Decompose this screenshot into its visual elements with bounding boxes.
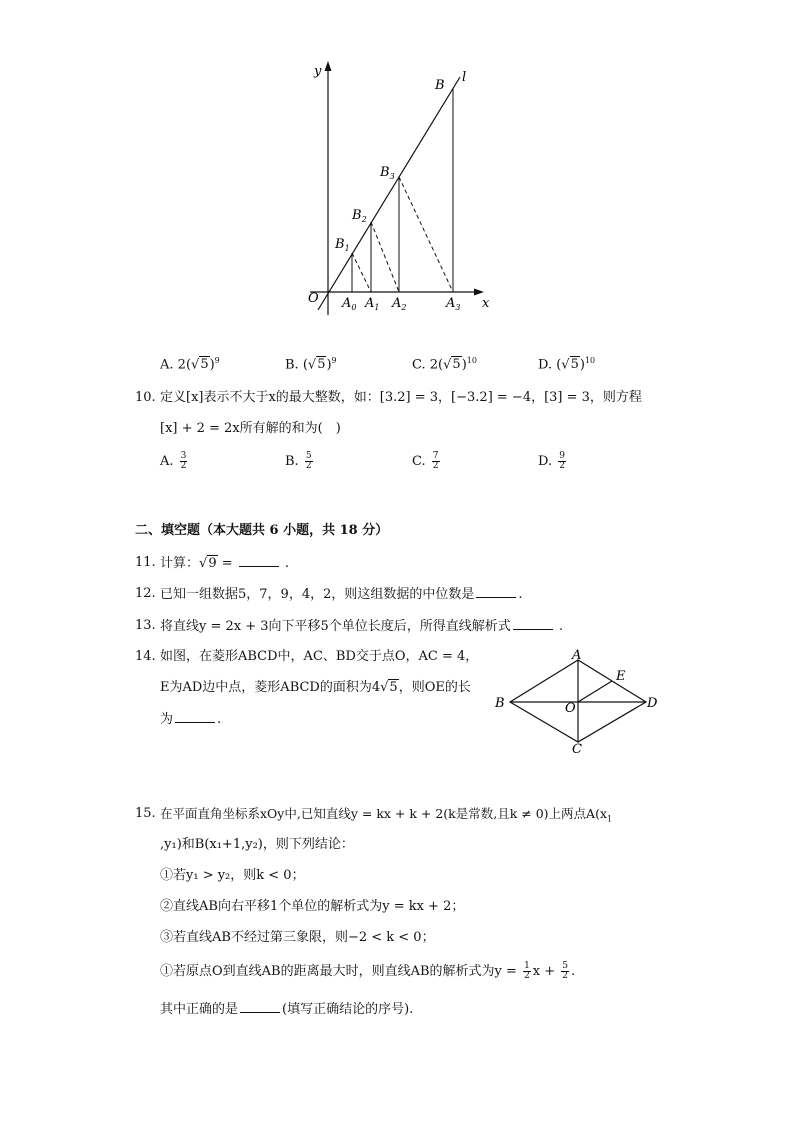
- q9-option-d[interactable]: D. $(√5)^{10}$: [538, 356, 596, 373]
- label-l: l: [462, 70, 467, 85]
- label-B3: $B_3$: [380, 165, 395, 181]
- q14-answer-blank[interactable]: [175, 710, 215, 723]
- label-B1: $B_1$: [335, 237, 350, 253]
- q13-text: 将直线y = 2x + 3向下平移5个单位长度后，所得直线解析式 .: [160, 619, 564, 634]
- q12-text: 已知一组数据5，7，9，4，2，则这组数据的中位数是 .: [160, 587, 523, 602]
- q10-line2: [x] + 2 = 2x所有解的和为( ): [160, 421, 341, 436]
- dashed-B2A2: [371, 222, 399, 292]
- q15-line2: ,y₁)和B(x₁+1,y₂)，则下列结论：: [160, 837, 354, 852]
- q10-option-b[interactable]: B. $\frac{5}{2}$: [285, 451, 312, 471]
- q13-number: 13.: [135, 618, 156, 633]
- label-B: B: [435, 78, 445, 93]
- q15-line1: 在平面直角坐标系xOy中,已知直线y = kx + k + 2(k是常数,且k ≠ 0)上两点$A(x_1$: [160, 806, 613, 824]
- q12-answer-blank[interactable]: [476, 585, 516, 598]
- figure-line-construction: [290, 55, 510, 325]
- q15-conclusion-3: ③若直线AB不经过第三象限，则−2 < k < 0；: [160, 930, 435, 945]
- label-D: D: [647, 696, 658, 711]
- q14-line2: E为AD边中点，菱形ABCD的面积为4√5，则OE的长: [160, 680, 471, 695]
- segment-OE: [578, 681, 612, 702]
- q12-number: 12.: [135, 586, 156, 601]
- x-axis-arrow: [474, 289, 484, 296]
- q9-option-a[interactable]: A. $2(√5)^9$: [160, 356, 220, 373]
- label-C: C: [572, 742, 582, 756]
- label-E: E: [616, 669, 626, 684]
- label-A2: $A_2$: [392, 296, 407, 312]
- q10-option-d[interactable]: D. $\frac{9}{2}$: [538, 451, 565, 471]
- q10-options: [160, 452, 680, 474]
- q11-answer-blank[interactable]: [239, 554, 279, 567]
- label-B: B: [495, 696, 505, 711]
- q15-conclusion-1: ①若y₁ > y₂，则k < 0；: [160, 868, 305, 883]
- q13-answer-blank[interactable]: [513, 617, 553, 630]
- label-A: A: [572, 648, 582, 663]
- q11-number: 11.: [135, 555, 156, 570]
- q15-conclusion-2: ②直线AB向右平移1个单位的解析式为y = kx + 2；: [160, 899, 465, 914]
- section-heading: 二、填空题（本大题共 6 小题，共 18 分）: [135, 523, 389, 538]
- dashed-B1A1: [352, 253, 371, 292]
- y-axis-arrow: [325, 61, 332, 71]
- q9-option-c[interactable]: C. $2(√5)^{10}$: [412, 356, 477, 373]
- q10-option-a[interactable]: A. $\frac{3}{2}$: [160, 451, 187, 471]
- label-x: x: [482, 296, 490, 311]
- q14-number: 14.: [135, 649, 156, 664]
- q10-line1: 定义[x]表示不大于x的最大整数，如：[3.2] = 3，[−3.2] = −4，[3] = 3，则方程: [160, 390, 642, 405]
- q15-answer-line: 其中正确的是 (填写正确结论的序号).: [160, 1002, 414, 1017]
- line-l: [318, 77, 460, 310]
- label-origin: O: [308, 291, 319, 306]
- label-A1: $A_1$: [365, 296, 380, 312]
- figure-rhombus: [488, 646, 668, 756]
- dashed-B3A3: [399, 177, 453, 292]
- q14-line1: 如图，在菱形ABCD中，AC、BD交于点O，AC = 4，: [160, 649, 479, 664]
- q14-line3: 为 .: [160, 712, 222, 727]
- q9-option-b[interactable]: B. $(√5)^9$: [285, 356, 337, 373]
- label-O: O: [565, 701, 576, 716]
- label-y: y: [314, 64, 322, 79]
- q10-number: 10.: [135, 390, 156, 405]
- q15-conclusion-4: ①若原点O到直线AB的距离最大时，则直线AB的解析式为y = $\frac{1}{2}$ x + $\frac{5}{2}$ .: [160, 961, 576, 981]
- label-B2: $B_2$: [352, 208, 367, 224]
- q10-option-c[interactable]: C. $\frac{7}{2}$: [412, 451, 439, 471]
- q11-text: 计算：√9 = .: [160, 556, 290, 571]
- q15-number: 15.: [135, 806, 156, 821]
- label-A3: $A_3$: [446, 296, 461, 312]
- q9-options: [160, 356, 680, 378]
- label-A0: $A_0$: [342, 296, 357, 312]
- q15-answer-blank[interactable]: [240, 1000, 280, 1013]
